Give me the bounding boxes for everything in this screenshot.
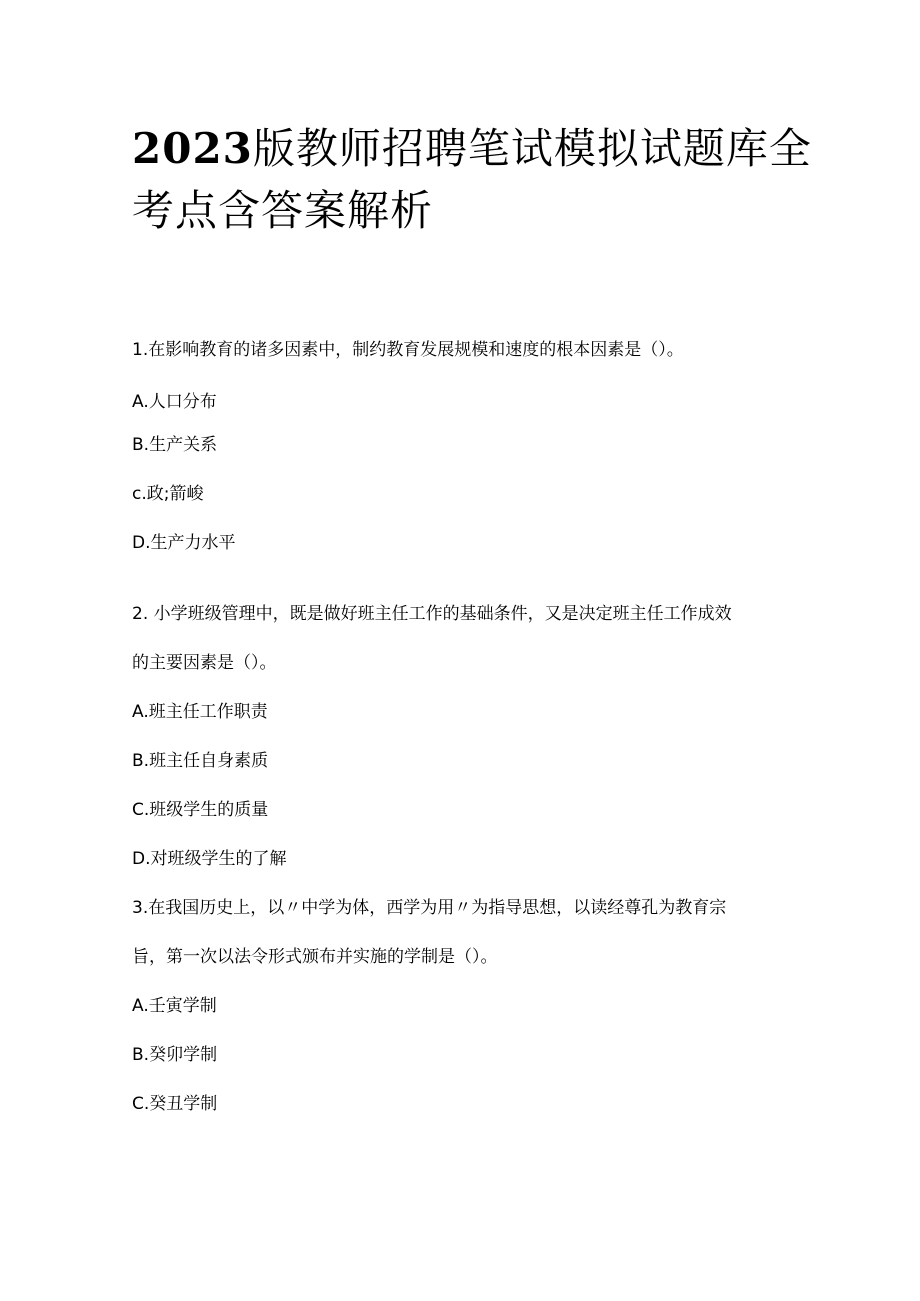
question-3-option-c: C.癸丑学制 <box>132 1094 218 1114</box>
question-3-option-a: A.壬寅学制 <box>132 996 217 1016</box>
question-1-option-a: A.人口分布 <box>132 392 217 412</box>
title-text: 版教师招聘笔试模拟试题库全考点含答案解析 <box>132 124 812 235</box>
question-1-option-d: D.生产力水平 <box>132 533 236 553</box>
question-2-option-d: D.对班级学生的了解 <box>132 849 287 869</box>
question-2-option-c: C.班级学生的质量 <box>132 800 269 820</box>
title-year: 2023 <box>132 124 253 173</box>
question-1-option-c: c.政;箭峻 <box>132 484 204 504</box>
document-title <box>132 118 812 242</box>
question-1-option-b: B.生产关系 <box>132 435 218 455</box>
question-2-stem-line-1: 2. 小学班级管理中，既是做好班主任工作的基础条件，又是决定班主任工作成效 <box>132 604 732 624</box>
question-2-option-b: B.班主任自身素质 <box>132 751 269 771</box>
question-3-stem-line-2: 旨，第一次以法令形式颁布并实施的学制是（）。 <box>132 947 498 967</box>
question-2-stem-line-2: 的主要因素是（）。 <box>132 653 277 673</box>
question-3-stem-line-1: 3.在我国历史上，以〃中学为体，西学为用〃为指导思想，以读经尊孔为教育宗 <box>132 898 727 918</box>
question-3-option-b: B.癸卯学制 <box>132 1045 218 1065</box>
question-2-option-a: A.班主任工作职责 <box>132 702 268 722</box>
question-1-stem: 1.在影响教育的诸多因素中，制约教育发展规模和速度的根本因素是（）。 <box>132 340 684 360</box>
